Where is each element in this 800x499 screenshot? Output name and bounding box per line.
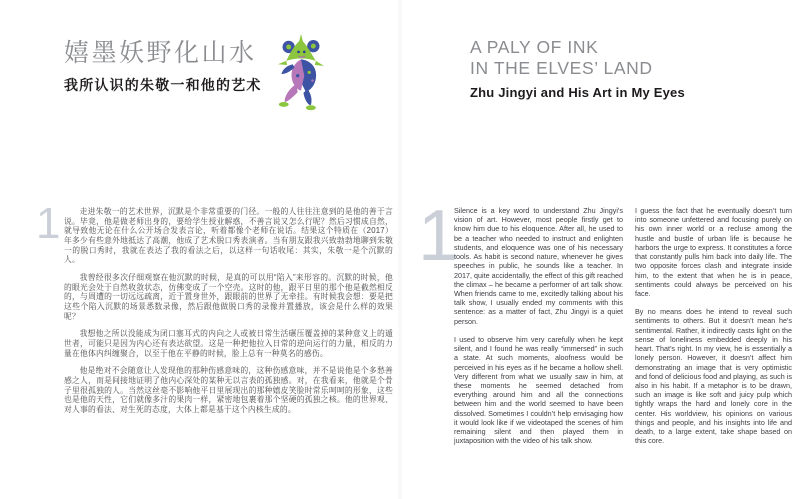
english-column-2 xyxy=(635,206,792,454)
english-paragraph: Silence is a key word to understand Zhu Jingyi’s vision of art. However, most people firstly get to know him due to his eloquence. After all, he used to be a teacher who needed to instruct and enlighten students, and eloquence was one of his necessary tools. As habit is second nature, whenever he gives speeches in public, he sounds like a teacher. In 2017, quite accidentally, the effect of this gift reached the climax – he became a performer of art talk show. When friends came to me, excitedly talking about his talk show, I usually ended my comments with this sentence: as a matter of fact, Zhu Jingyi is a quiet person. xyxy=(454,206,623,326)
chinese-body-text xyxy=(64,207,393,422)
english-title-line2: IN THE ELVES’ LAND xyxy=(470,58,653,78)
right-page-header xyxy=(470,37,685,100)
english-paragraph: I guess the fact that he eventually doesn’t turn into someone unfettered and focusing purely on his own inner world or a recluse among the hustle and bustle of urban life is because he harbors the urge to express. It constitutes a force that constantly pulls him back into daily life. The two opposite forces clash and integrate inside him, to the extent that when he is in peace, sentiments could always be perceived on his face. xyxy=(635,206,792,298)
chinese-paragraph: 他是绝对不会随意让人发现他的那种伤感意味的，这种伤感意味，并不是说他是个多愁善感之人，而是间接地证明了他内心深处的某种无以言表的孤独感。对，在我看来，他就是个骨子里很孤独的人。当然这丝毫不影响他平日里展现出的那种嬉皮笑脸时常乐呵呵的形象，这些也是他的天性，它们就像多汁的果肉一样，紧密地包裹着那个坚硬的孤独之核。他的世界观、对人事的看法、对生死的态度，大体上都是基于这个内核生成的。 xyxy=(64,366,393,414)
english-title-line1: A PALY OF INK xyxy=(470,37,599,57)
chinese-paragraph: 走进朱敬一的艺术世界，沉默是个非常重要的门径。一般的人往往注意到的是他的善于言说。毕竟，他是做老师出身的，要给学生授业解惑，不善言说又怎么行呢？然后习惯成自然，就导致他无论在什么公开场合发表言论，听着都像个老师在说话。结果这个特质在（2017）年多少有些意外地抵达了高潮，他成了艺术脱口秀表演者。当有朋友跟我兴致勃勃地聊到朱敬一的脱口秀时，我就在表达了我的看法之后，以这样一句话收尾：其实，朱敬一是个沉默的人。 xyxy=(64,207,393,265)
chinese-paragraph: 我想他之所以没能成为闭口塞耳式的内向之人或被日常生活碾压覆盖掉的某种意义上的遁世者，可能只是因为内心还有表达欲望。这是一种把他拉入日常的逆向运行的力量，相反的力量在他体内纠缠聚合，以至于他在平静的时候，脸上总有一种莫名的感伤。 xyxy=(64,329,393,358)
chapter-number-left: 1 xyxy=(36,199,61,248)
english-column-1 xyxy=(454,206,623,454)
chinese-subtitle: 我所认识的朱敬一和他的艺术 xyxy=(64,76,262,93)
english-paragraph: I used to observe him very carefully when he kept silent, and I found he was really “immersed” in such a state. At such moments, aloofness would be perceived in his eyes as if he became a hollow shell. Very different from what we usually saw in him, at these moments he seemed detached from everything around him and all the connections between him and the world seemed to have been dissolved. Sometimes I couldn’t help envisaging how it would look like if we videotaped the scenes of him remaining silent and then played them in juxtaposition with the video of his talk show. xyxy=(454,334,623,446)
left-page-header xyxy=(64,40,262,95)
english-subtitle: Zhu Jingyi and His Art in My Eyes xyxy=(470,85,685,100)
chinese-paragraph: 我曾经很多次仔细观察在他沉默的时候，是真的可以用“陷入”来形容的。沉默的时候，他的眼光会处于自然收敛状态，仿佛变成了一个空壳。这时的他，跟平日里的那个他是截然相反的，与周遭的一切远远疏离，近于置身世外，跟眼前的世界了无牵挂。有时候我会想：要是把这些个陷入沉默的场景悉数录像，然后跟他做脱口秀的录像并置播放，该会是什么样的效果呢？ xyxy=(64,272,393,321)
english-paragraph: By no means does he intend to reveal such sentiments to others. But it doesn’t mean he’s sentimental. Rather, it indirectly casts light on the sense of loneliness embedded deeply in his heart. That’s right. In my view, he is essentially a lonely person. However, it doesn’t affect him demonstrating an image that is very optimistic and fond of delicious food and playing, as such is also in his habit. If a metaphor is to be drawn, such an image is like soft and juicy pulp which tightly wraps the hard and lonely core in the center. His worldview, his opinions on various things and people, and his insights into life and death, to a large extent, take shape based on this core. xyxy=(635,307,792,446)
page-gutter xyxy=(397,0,403,499)
english-title xyxy=(470,37,685,79)
elf-illustration xyxy=(276,33,326,111)
chapter-number-right: 1 xyxy=(418,196,459,276)
chinese-title: 嬉墨妖野化山水 xyxy=(64,39,257,67)
